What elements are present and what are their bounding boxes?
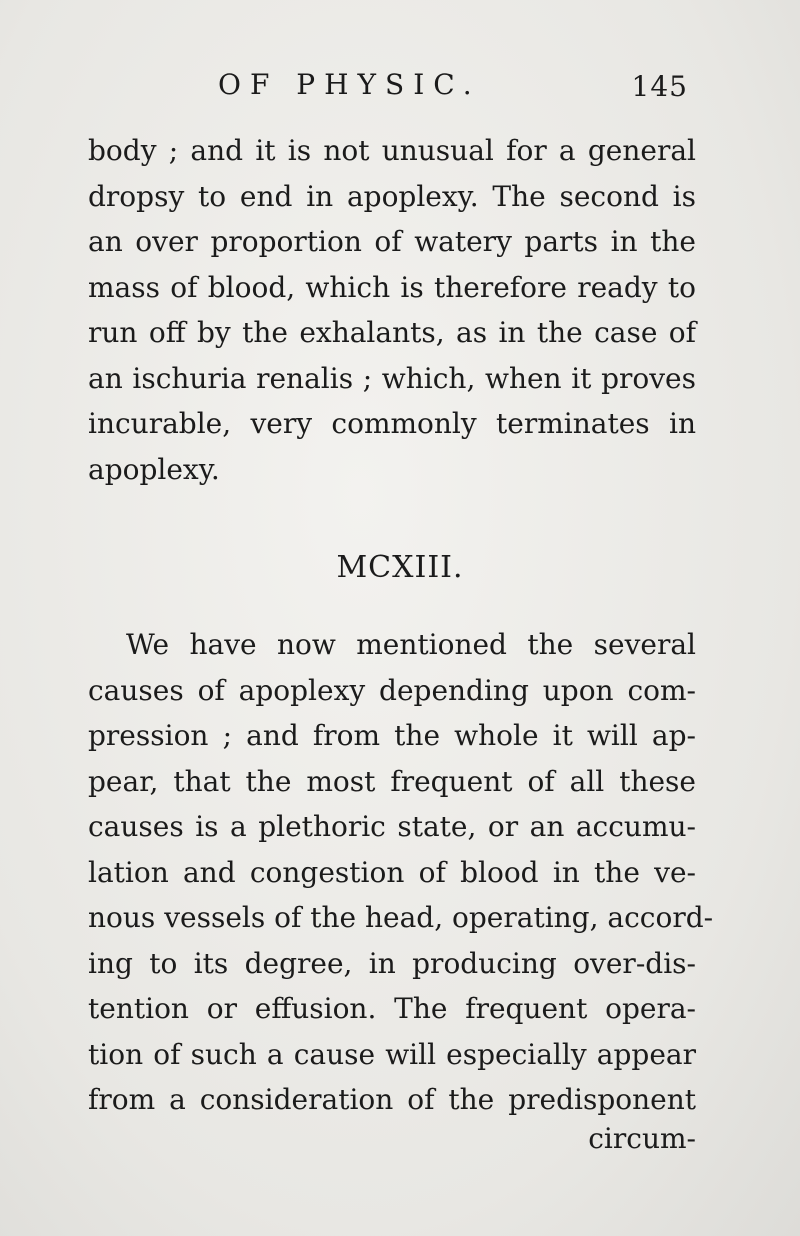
text-line: tion of such a cause will especially appear — [88, 1037, 696, 1071]
text-line: mass of blood, which is therefore ready to — [88, 270, 696, 304]
text-line: an over proportion of watery parts in the — [88, 225, 696, 258]
text-line: from a consideration of the predisponent — [88, 1083, 696, 1116]
text-line: an ischuria renalis ; which, when it proves — [88, 361, 696, 395]
text-line: pression ; and from the whole it will ap- — [88, 719, 696, 752]
text-line: dropsy to end in apoplexy. The second is — [88, 179, 696, 213]
text-line: lation and congestion of blood in the ve- — [88, 855, 696, 889]
running-head: OF PHYSIC. — [218, 68, 481, 101]
text-line: pear, that the most frequent of all these — [88, 764, 696, 798]
page-header — [218, 68, 698, 112]
catchword: circum- — [588, 1122, 696, 1155]
page-number: 145 — [631, 70, 688, 103]
text-line: causes is a plethoric state, or an accumu- — [88, 810, 696, 843]
text-line: run off by the exhalants, as in the case of — [88, 316, 696, 349]
text-line: We have now mentioned the several — [126, 628, 696, 661]
text-line: apoplexy. — [88, 452, 220, 486]
paragraph-2 — [88, 622, 714, 1123]
text-line: incurable, very commonly terminates in — [88, 407, 696, 440]
text-line: nous vessels of the head, operating, accord- — [88, 901, 714, 934]
text-line: ing to its degree, in producing over-dis- — [88, 946, 696, 980]
text-line: body ; and it is not unusual for a general — [88, 134, 696, 167]
section-heading: MCXIII. — [336, 550, 464, 585]
paragraph-1 — [88, 128, 696, 492]
text-line: causes of apoplexy depending upon com- — [88, 673, 696, 707]
text-line: tention or effusion. The frequent opera- — [88, 992, 696, 1025]
